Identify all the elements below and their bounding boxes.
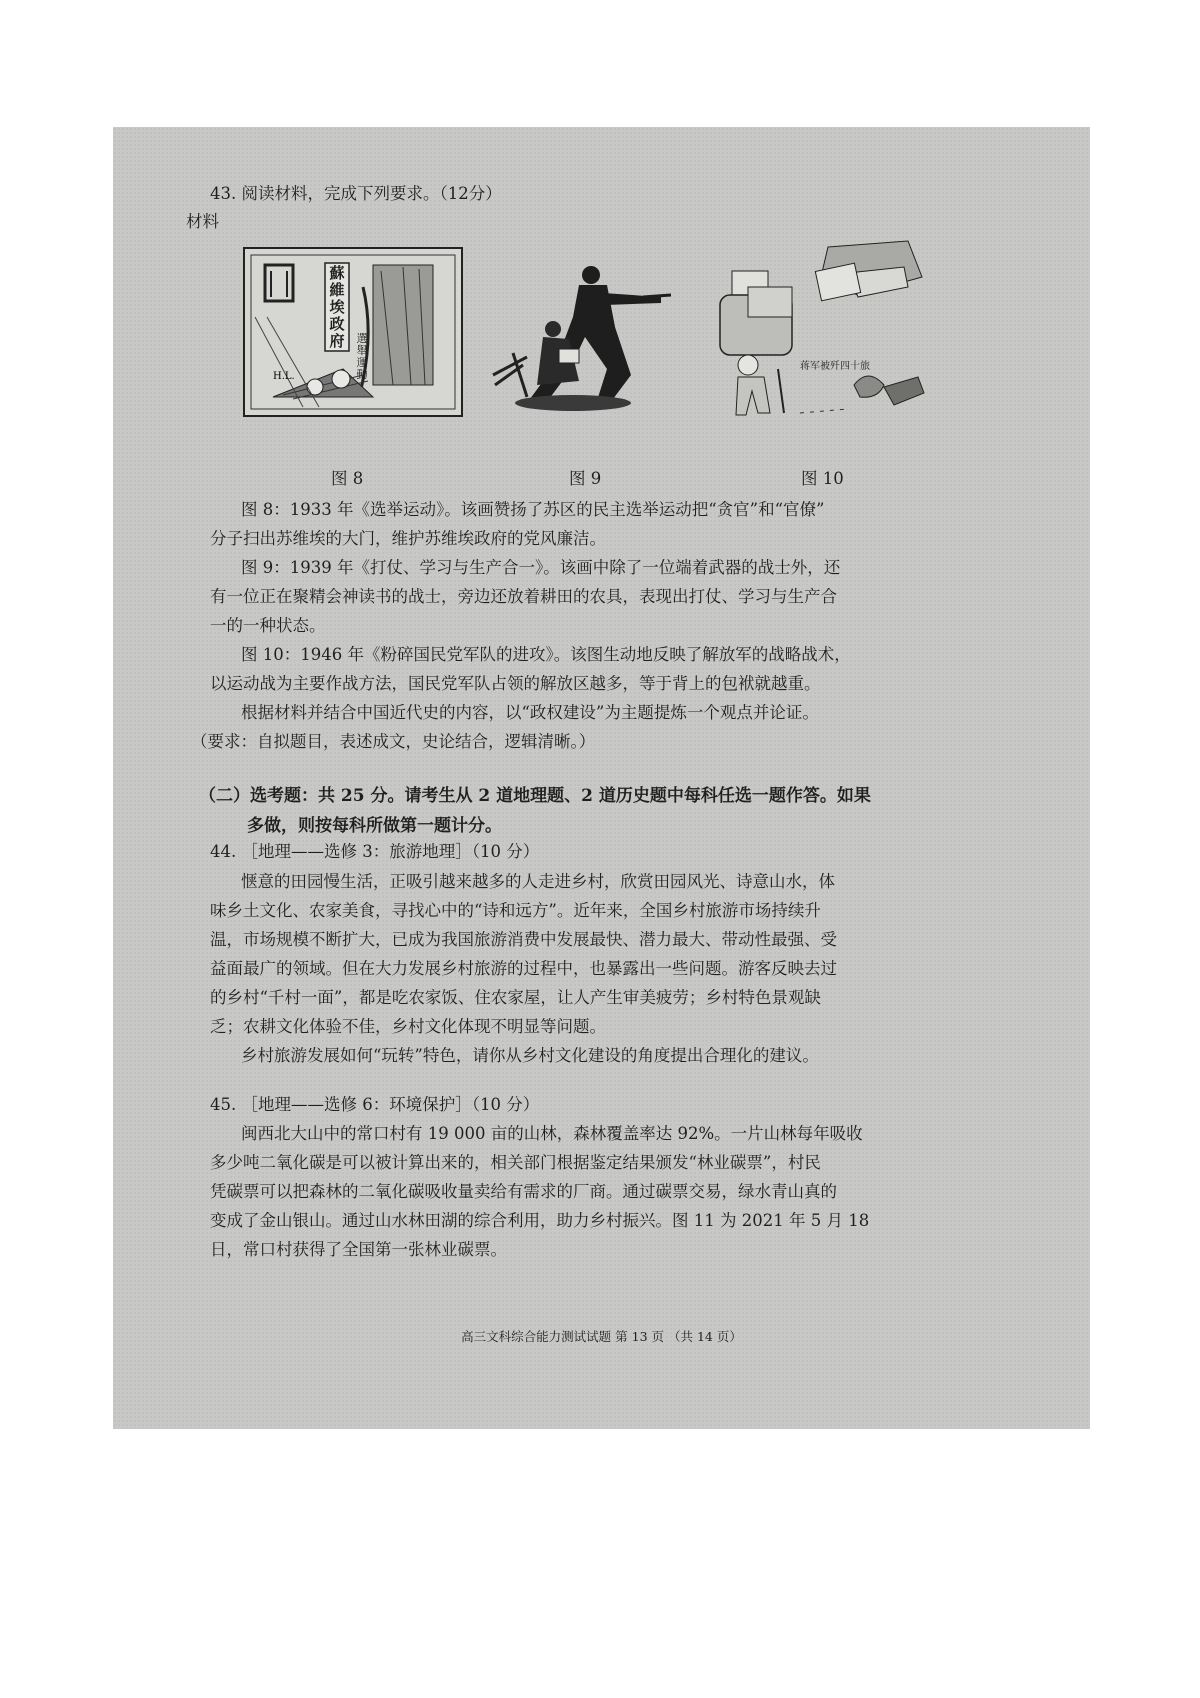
q45-line: 凭碳票可以把森林的二氧化碳吸收量卖给有需求的厂商。通过碳票交易，绿水青山真的 [210,1182,837,1201]
q44-line: 温，市场规模不断扩大，已成为我国旅游消费中发展最快、潜力最大、带动性最强、受 [210,930,837,949]
q45-line: 日，常口村获得了全国第一张林业碳票。 [210,1240,507,1259]
q43-line: （要求：自拟题目，表述成文，史论结合，逻辑清晰。） [191,732,596,751]
q44-line: 的乡村“千村一面”，都是吃农家饭、住农家屋，让人产生审美疲劳；乡村特色景观缺 [210,988,821,1007]
figure-8-vertical-text-left: 蘇維埃政府 [329,264,345,350]
figure-10-cartoon [708,237,928,427]
q43-line: 分子扫出苏维埃的大门，维护苏维埃政府的党风廉洁。 [210,529,606,548]
q43-line: 以运动战为主要作战方法，国民党军队占领的解放区越多，等于背上的包袱就越重。 [210,674,821,693]
q43-line: 一的一种状态。 [210,616,326,635]
q43-line: 有一位正在聚精会神读书的战士，旁边还放着耕田的农具，表现出打仗、学习与生产合 [210,587,837,606]
q45-line: 变成了金山银山。通过山水林田湖的综合利用，助力乡村振兴。图 11 为 2021 年 5 月 18 [210,1211,870,1230]
q43-line: 图 9：1939 年《打仗、学习与生产合一》。该画中除了一位端着武器的战士外，还 [241,558,841,577]
section-2-instruction: （二）选考题：共 25 分。请考生从 2 道地理题、2 道历史题中每科任选一题作答。如果 [199,786,871,806]
figure-10-caption: 图 10 [801,469,844,488]
section-2-instruction-cont: 多做，则按每科所做第一题计分。 [247,816,502,836]
q44-line: 乡村旅游发展如何“玩转”特色，请你从乡村文化建设的角度提出合理化的建议。 [241,1046,819,1065]
q44-line: 益面最广的领域。但在大力发展乡村旅游的过程中，也暴露出一些问题。游客反映去过 [210,959,837,978]
q44-line: 味乡土文化、农家美食，寻找心中的“诗和远方”。近年来，全国乡村旅游市场持续升 [210,901,821,920]
figure-8-vertical-text-right: 選舉運動 [356,332,368,381]
material-label: 材料 [186,212,219,231]
q43-line: 图 8：1933 年《选举运动》。该画赞扬了苏区的民主选举运动把“贪官”和“官僚” [241,500,825,519]
figure-9-caption: 图 9 [569,469,602,488]
q44-line: 惬意的田园慢生活，正吸引越来越多的人走进乡村，欣赏田园风光、诗意山水，体 [241,872,835,891]
q43-title: 43. 阅读材料，完成下列要求。（12分） [210,184,502,203]
figure-8-caption: 图 8 [331,469,364,488]
q45-line: 多少吨二氧化碳是可以被计算出来的，相关部门根据鉴定结果颁发“林业碳票”，村民 [210,1153,821,1172]
q45-line: 闽西北大山中的常口村有 19 000 亩的山林，森林覆盖率达 92%。一片山林每年吸收 [241,1124,863,1143]
q43-line: 根据材料并结合中国近代史的内容，以“政权建设”为主题提炼一个观点并论证。 [241,703,819,722]
q45-title: 45. ［地理——选修 6：环境保护］（10 分） [210,1095,540,1114]
figure-8-initials: H.L. [273,371,295,382]
scanned-page [113,127,1090,1429]
q44-title: 44. ［地理——选修 3：旅游地理］（10 分） [210,842,540,861]
page-footer: 高三文科综合能力测试试题 第 13 页 （共 14 页） [461,1329,742,1344]
q43-line: 图 10：1946 年《粉碎国民党军队的进攻》。该图生动地反映了解放军的战略战术， [241,645,851,664]
q44-line: 乏；农耕文化体验不佳，乡村文化体现不明显等问题。 [210,1017,606,1036]
figure-10-label: 蒋军被歼四十旅 [800,361,870,372]
figure-8-cartoon [243,247,463,417]
figure-9-cartoon [483,257,683,417]
